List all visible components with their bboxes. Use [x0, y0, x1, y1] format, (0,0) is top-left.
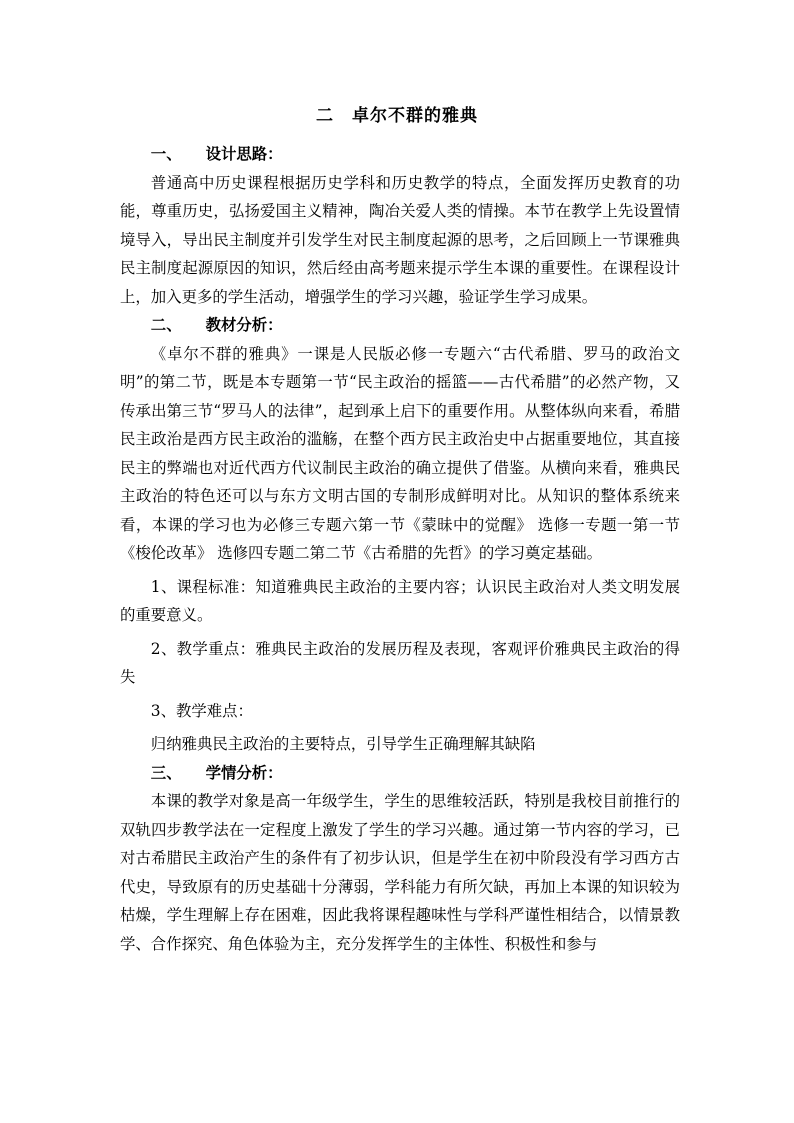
list-item-difficulty: 3、教学难点： — [150, 701, 253, 720]
section-heading-textbook — [120, 311, 680, 340]
section-heading-text: 教材分析： — [205, 316, 283, 334]
section-number: 一、 — [150, 145, 182, 163]
document-body — [120, 140, 680, 958]
section-heading-learner — [120, 759, 680, 788]
difficulty-detail: 归纳雅典民主政治的主要特点，引导学生正确理解其缺陷 — [150, 735, 536, 753]
document-title — [0, 104, 794, 128]
paragraph-design: 普通高中历史课程根据历史学科和历史教学的特点，全面发挥历史教育的功能，尊重历史，弘扬爱国主义精神，陶冶关爱人类的情操。本节在教学上先设置情境导入，导出民主制度并引发学生对民主制度起源的思考，之后回顾上一节课雅典民主制度起源原因的知识，然后经由高考题来提示学生本课的重要性。在课程设计上，加入更多的学生活动，增强学生的学习兴趣，验证学生学习成果。 — [120, 173, 680, 306]
paragraph-textbook: 《卓尔不群的雅典》一课是人民版必修一专题六“古代希腊、罗马的政治文明”的第二节，既是本专题第一节“民主政治的摇篮——古代希腊”的必然产物，又传承出第三节“罗马人的法律”，起到承上启下的重要作用。从整体纵向来看，希腊民主政治是西方民主政治的滥觞，在整个西方民主政治史中占据重要地位，其直接民主的弊端也对近代西方代议制民主政治的确立提供了借鉴。从横向来看，雅典民主政治的特色还可以与东方文明古国的专制形成鲜明对比。从知识的整体系统来看，本课的学习也为必修三专题六第一节《蒙昧中的觉醒》 选修一专题一第一节《梭伦改革》 选修四专题二第二节《古希腊的先哲》的学习奠定基础。 — [120, 344, 680, 562]
paragraph-learner: 本课的教学对象是高一年级学生，学生的思维较活跃，特别是我校目前推行的双轨四步教学法在一定程度上激发了学生的学习兴趣。通过第一节内容的学习，已对古希腊民主政治产生的条件有了初步认识，但是学生在初中阶段没有学习西方古代史，导致原有的历史基础十分薄弱，学科能力有所欠缺，再加上本课的知识较为枯燥，学生理解上存在困难，因此我将课程趣味性与学科严谨性相结合，以情景教学、合作探究、角色体验为主，充分发挥学生的主体性、积极性和参与 — [120, 792, 680, 953]
list-item-key-point: 2、教学重点：雅典民主政治的发展历程及表现，客观评价雅典民主政治的得失 — [120, 639, 680, 686]
title-text: 卓尔不群的雅典 — [352, 106, 478, 126]
title-number: 二 — [316, 106, 334, 126]
section-heading-design — [120, 140, 680, 169]
section-heading-text: 学情分析： — [205, 763, 283, 782]
list-item-curriculum-standard: 1、课程标准：知道雅典民主政治的主要内容；认识民主政治对人类文明发展的重要意义。 — [120, 577, 680, 624]
section-number: 三、 — [150, 763, 182, 782]
section-number: 二、 — [150, 316, 182, 334]
section-heading-text: 设计思路： — [205, 145, 283, 163]
